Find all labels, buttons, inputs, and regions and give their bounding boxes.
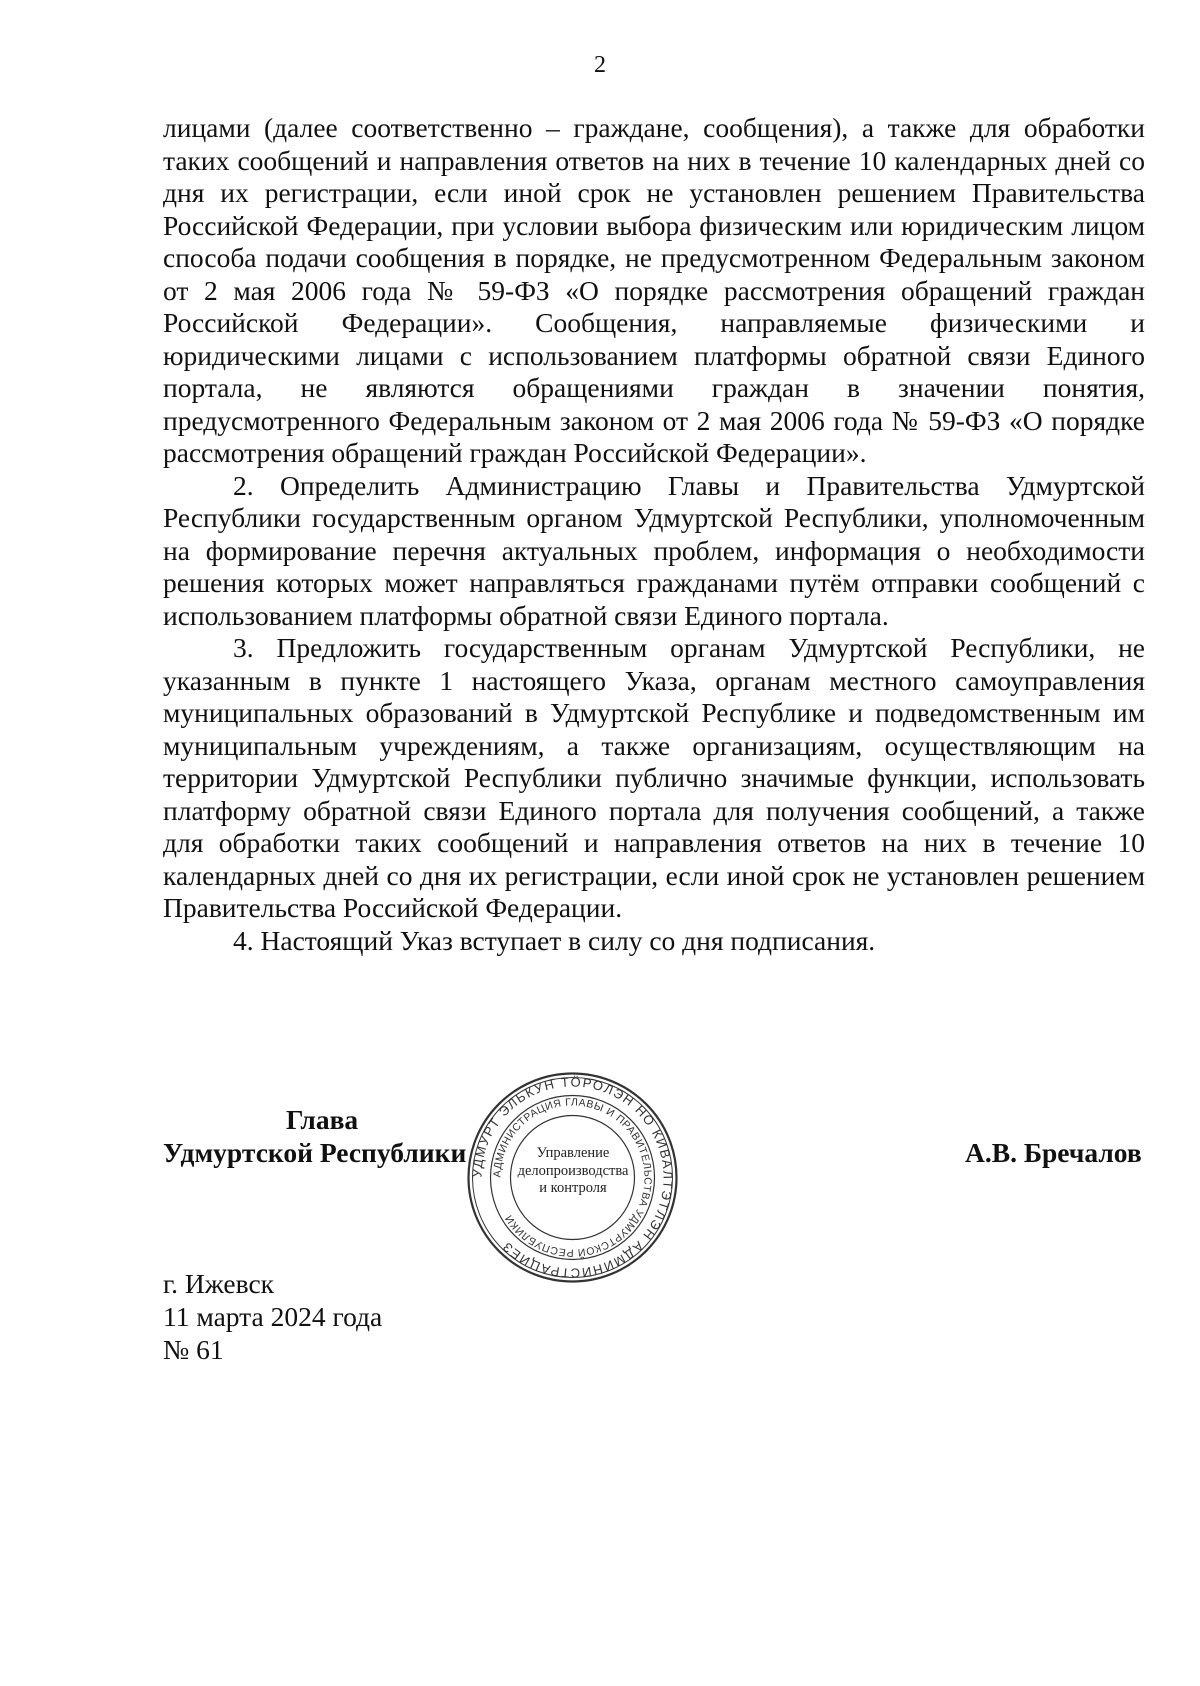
paragraph-continuation: лицами (далее соответственно – граждане, сообщения), а также для обработки таких сообщений и направления ответов на них в течение 10 календарных дней со дня их регистрации, если иной срок не установлен решением Правительства Российской Федерации, при условии выбора физическим или юридическим лицом способа подачи сообщения в порядке, не предусмотренном Федеральным законом от 2 мая 2006 года № 59-ФЗ «О порядке рассмотрения обращений граждан Российской Федерации». Сообщения, направляемые физическими и юридическими лицами с использованием платформы обратной связи Единого портала, не являются обращениями граждан в значении понятия, предусмотренного Федеральным законом от 2 мая 2006 года № 59-ФЗ «О порядке рассмотрения обращений граждан Российской Федерации». <box>163 112 1145 468</box>
seal-center-text <box>517 1145 629 1198</box>
paragraph-item-3: 3. Предложить государственным органам Удмуртской Республики, не указанным в пункте 1 настоящего Указа, органам местного самоуправления муниципальных образований в Удмуртской Республике и подведомственным им муниципальным учреждениям, а также организациям, осуществляющим на территории Удмуртской Республики публично значимые функции, использовать платформу обратной связи Единого портала для получения сообщений, а также для обработки таких сообщений и направления ответов на них в течение 10 календарных дней со дня их регистрации, если иной срок не установлен решением Правительства Российской Федерации. <box>163 632 1145 923</box>
page-number: 2 <box>594 52 606 78</box>
seal-center-line1: Управление <box>536 1145 610 1161</box>
signatory-post-line2: Удмуртской Республики <box>163 1137 467 1168</box>
seal-center-line3: и контроля <box>539 1180 607 1196</box>
official-seal <box>465 1070 680 1285</box>
document-footer <box>163 1267 382 1366</box>
paragraph-item-2: 2. Определить Администрацию Главы и Правительства Удмуртской Республики государственным органом Удмуртской Республики, уполномоченным на формирование перечня актуальных проблем, информация о необходимости решения которых может направляться гражданами путём отправки сообщений с использованием платформы обратной связи Единого портала. <box>163 469 1145 631</box>
paragraph-item-4: 4. Настоящий Указ вступает в силу со дня подписания. <box>233 924 876 956</box>
seal-center-line2: делопроизводства <box>517 1162 629 1179</box>
seal-inner-text: АДМИНИСТРАЦИЯ ГЛАВЫ И ПРАВИТЕЛЬСТВА УДМУРТСКОЙ РЕСПУБЛИКИ <box>491 1096 654 1259</box>
signatory-post-line1: Глава <box>286 1104 359 1135</box>
document-number: № 61 <box>163 1334 224 1365</box>
place-of-signing: г. Ижевск <box>163 1268 275 1299</box>
signatory-post <box>163 1103 466 1169</box>
document-body <box>163 112 1145 957</box>
signatory-name: А.В. Бречалов <box>965 1137 1142 1168</box>
seal-outer-text: УДМУРТ ЭЛЬКУН ТӦРОЛЭН НО КИВАЛТЭТЛЭН АДМИНИСТРАЦИЕЗ <box>469 1074 676 1281</box>
signing-date: 11 марта 2024 года <box>163 1301 383 1332</box>
